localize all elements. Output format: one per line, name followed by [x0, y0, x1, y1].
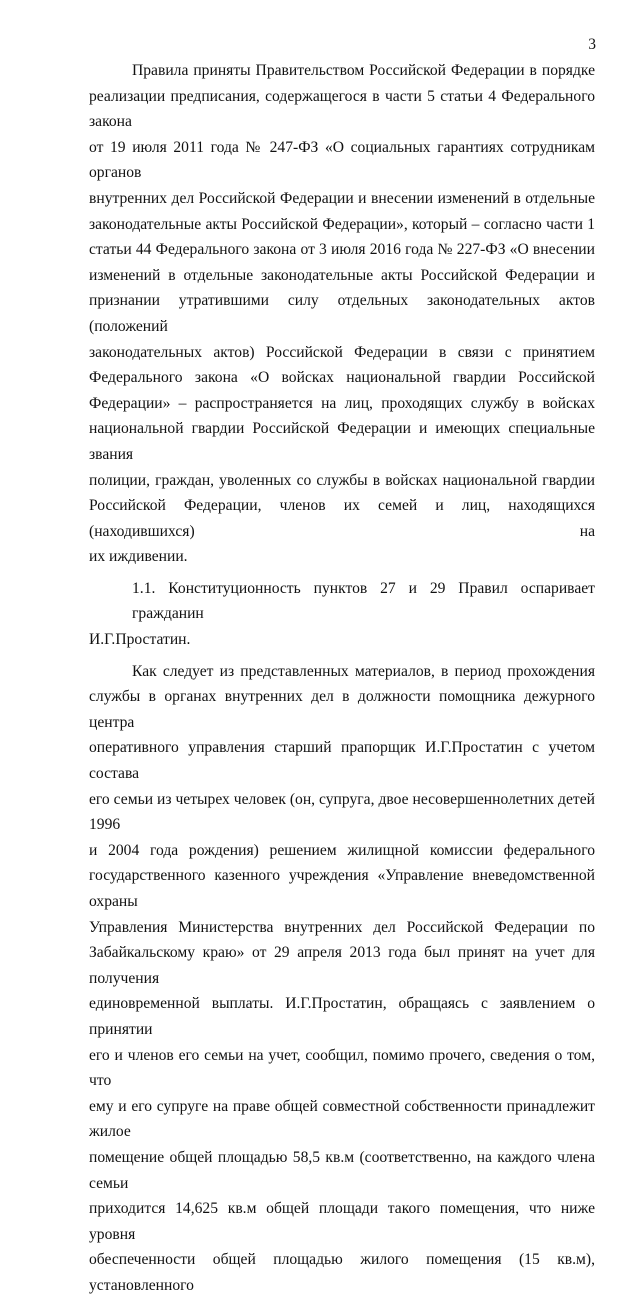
paragraph-line: законодательные акты Российской Федерации», который – согласно части 1: [89, 215, 595, 233]
paragraph-line: Федерации» – распространяется на лиц, проходящих службу в войсках: [89, 394, 595, 412]
paragraph-line: полиции, граждан, уволенных со службы в войсках национальной гвардии: [89, 471, 595, 489]
paragraph-line: обеспеченности общей площадью жилого помещения (15 кв.м), установленного: [89, 1251, 595, 1294]
paragraph-line: государственного казенного учреждения «Управление вневедомственной охраны: [89, 867, 595, 910]
paragraph-line: законодательных актов) Российской Федерации в связи с принятием: [89, 343, 595, 361]
paragraph-line: Российской Федерации, членов их семей и лиц, находящихся (находившихся) на: [89, 497, 595, 540]
paragraph-line: единовременной выплаты. И.Г.Простатин, обращаясь с заявлением о принятии: [89, 995, 595, 1038]
paragraph-line: оперативного управления старший прапорщик И.Г.Простатин с учетом состава: [89, 739, 595, 783]
paragraph-line: Как следует из представленных материалов, в период прохождения: [132, 662, 595, 680]
paragraph-line: его семьи из четырех человек (он, супруга, двое несовершеннолетних детей 1996: [89, 790, 595, 834]
paragraph-line: Федерального закона «О войсках национальной гвардии Российской: [89, 369, 595, 387]
paragraph-line: изменений в отдельные законодательные акты Российской Федерации и: [89, 266, 595, 284]
paragraph-line: и 2004 года рождения) решением жилищной комиссии федерального: [89, 841, 595, 859]
document-body: [89, 58, 595, 1299]
paragraph-line: внутренних дел Российской Федерации и внесении изменений в отдельные: [89, 189, 595, 207]
paragraph-line: их иждивении.: [89, 548, 188, 566]
paragraph-line: признании утратившими силу отдельных законодательных актов (положений: [89, 292, 595, 335]
paragraph-line: его и членов его семьи на учет, сообщил, помимо прочего, сведения о том, что: [89, 1046, 595, 1090]
paragraph-line: службы в органах внутренних дел в должности помощника дежурного центра: [89, 688, 595, 731]
paragraph-line: Забайкальскому краю» от 29 апреля 2013 года был принят на учет для получения: [89, 944, 595, 987]
paragraph-line: от 19 июля 2011 года № 247-ФЗ «О социальных гарантиях сотрудникам органов: [89, 138, 595, 182]
paragraph-line: ему и его супруге на праве общей совместной собственности принадлежит жилое: [89, 1097, 595, 1141]
paragraph-line: И.Г.Простатин.: [89, 631, 191, 649]
paragraph-line: Управления Министерства внутренних дел Российской Федерации по: [89, 918, 595, 936]
page-number: 3: [588, 36, 596, 53]
paragraph-line: национальной гвардии Российской Федерации и имеющих специальные звания: [89, 420, 595, 463]
paragraph-line: 1.1. Конституционность пунктов 27 и 29 Правил оспаривает гражданин: [132, 579, 595, 623]
paragraph-line: приходится 14,625 кв.м общей площади такого помещения, что ниже уровня: [89, 1200, 595, 1243]
paragraph-line: помещение общей площадью 58,5 кв.м (соответственно, на каждого члена семьи: [89, 1148, 595, 1192]
paragraph-line: статьи 44 Федерального закона от 3 июля 2016 года № 227-ФЗ «О внесении: [89, 241, 595, 259]
paragraph-line: Правила приняты Правительством Российской Федерации в порядке: [132, 62, 595, 79]
paragraph-line: реализации предписания, содержащегося в части 5 статьи 4 Федерального закона: [89, 87, 595, 131]
